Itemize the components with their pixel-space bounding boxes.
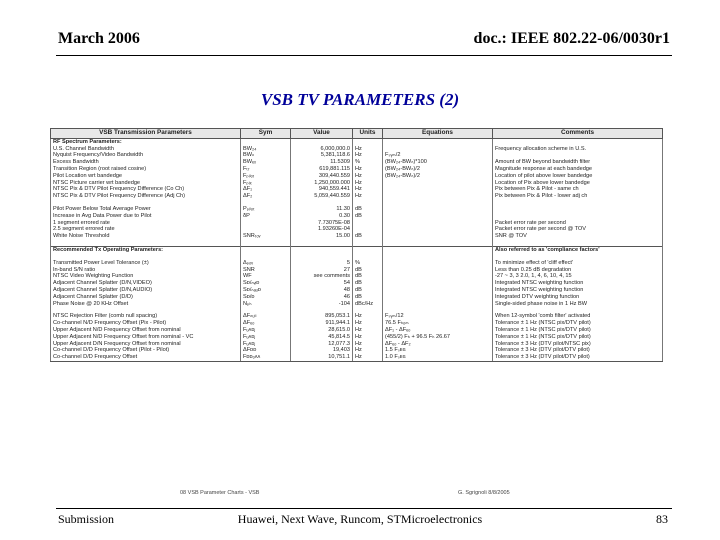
table-row <box>51 287 663 294</box>
table-cell <box>241 226 291 233</box>
table-cell: Pₚᵢₗₒₜ <box>241 206 291 213</box>
table-cell <box>353 226 383 233</box>
header-rule <box>56 55 672 56</box>
table-cell: Fᵤᴀᴅⱼ <box>241 334 291 341</box>
table-cell: 54 <box>291 280 353 287</box>
table-cell: NTSC Rejection Filter (comb null spacing) <box>51 313 241 320</box>
table-cell: Location of pilot above lower bandedge <box>493 173 663 180</box>
table-cell: Phase Noise @ 20 KHz Offset <box>51 301 241 308</box>
table-cell: Upper Adjacent N/D Frequency Offset from nominal <box>51 327 241 334</box>
table-cell: Fₚᵢₓ <box>241 180 291 187</box>
table-cell: Adjacent Channel Splatter (D/D) <box>51 294 241 301</box>
table-row <box>51 280 663 287</box>
table-cell: Tolerance ± 3 Hz (DTV pilot/DTV pilot) <box>493 354 663 361</box>
column-header: VSB Transmission Parameters <box>51 129 241 139</box>
table-cell: Hz <box>353 327 383 334</box>
table-cell: Location of Pix above lower bandedge <box>493 180 663 187</box>
table-cell <box>383 213 493 220</box>
table-row <box>51 354 663 361</box>
header-doc-id: doc.: IEEE 802.22-06/0030r1 <box>473 30 670 47</box>
table-row <box>51 220 663 227</box>
table-cell: Less than 0.25 dB degradation <box>493 267 663 274</box>
table-cell: ΔF₂ <box>241 193 291 200</box>
table-cell <box>383 233 493 240</box>
table-cell: % <box>353 260 383 267</box>
table-cell: Hz <box>353 152 383 159</box>
table-cell: dB <box>353 287 383 294</box>
table-cell: Magnitude response at each bandedge <box>493 166 663 173</box>
table-cell: SNRₜₒᵥ <box>241 233 291 240</box>
column-header: Value <box>291 129 353 139</box>
table-cell: Hz <box>353 193 383 200</box>
table-cell <box>383 287 493 294</box>
table-cell: 28,615.0 <box>291 327 353 334</box>
table-cell: Sᴅ/ₙₐᵤᴅ <box>241 287 291 294</box>
table-cell <box>383 280 493 287</box>
scanned-parameter-table <box>50 128 678 496</box>
table-cell: 15.00 <box>291 233 353 240</box>
slide-title: VSB TV PARAMETERS (2) <box>260 90 460 109</box>
table-cell: 10,751.1 <box>291 354 353 361</box>
table-cell: 11.5309 <box>291 159 353 166</box>
table-row <box>51 313 663 320</box>
table-cell: dB <box>353 294 383 301</box>
table-cell: Tolerance ± 3 Hz (DTV pilot/NTSC pix) <box>493 341 663 348</box>
table-cell: BW₂₄ <box>241 146 291 153</box>
footer-rule <box>56 508 672 509</box>
table-cell: Hz <box>353 180 383 187</box>
scan-footer-author: G. Sgrignoli 8/8/2005 <box>458 490 510 496</box>
table-cell: BWₑₓ <box>241 159 291 166</box>
table-cell: Fₚᵢₗₒₜ <box>241 173 291 180</box>
table-header-row <box>51 129 663 139</box>
table-cell <box>241 220 291 227</box>
table-cell <box>383 146 493 153</box>
table-cell: dB <box>353 213 383 220</box>
table-cell <box>383 193 493 200</box>
table-cell: Amount of BW beyond bandwidth filter <box>493 159 663 166</box>
table-cell: Recommended Tx Operating Parameters: <box>51 246 241 253</box>
table-cell: Pilot Power Below Total Average Power <box>51 206 241 213</box>
table-cell: Hz <box>353 313 383 320</box>
table-cell: ΔF₁ <box>241 186 291 193</box>
table-cell: Pix between Pix & Pilot - lower adj ch <box>493 193 663 200</box>
table-row <box>51 173 663 180</box>
table-cell: Upper Adjacent D/N Frequency Offset from nominal <box>51 341 241 348</box>
table-cell: Hz <box>353 173 383 180</box>
table-cell: Co-channel D/D Frequency Offset <box>51 354 241 361</box>
table-cell: Integrated NTSC weighting function <box>493 287 663 294</box>
table-cell: Fₛᵧₘ/12 <box>383 313 493 320</box>
table-cell: (BW₂₄-BWₙ)/2 <box>383 166 493 173</box>
table-cell: U.S. Channel Bandwidth <box>51 146 241 153</box>
table-cell: (BW₂₄-BWₙ)/2 <box>383 173 493 180</box>
table-cell: Hz <box>353 341 383 348</box>
table-cell: White Noise Threshold <box>51 233 241 240</box>
table-row <box>51 213 663 220</box>
table-cell: dB <box>353 233 383 240</box>
table-cell <box>241 138 291 145</box>
table-row <box>51 246 663 253</box>
table-cell <box>493 138 663 145</box>
footer-page-number: 83 <box>656 512 668 526</box>
table-cell: δP <box>241 213 291 220</box>
table-row <box>51 273 663 280</box>
table-cell: see comments <box>291 273 353 280</box>
table-row <box>51 138 663 145</box>
table-cell: 76.5 Fₕₒₘ <box>383 320 493 327</box>
table-cell: ΔFₑₒ <box>241 320 291 327</box>
table-cell: 619,881.115 <box>291 166 353 173</box>
table-cell: 27 <box>291 267 353 274</box>
table-cell: Transmitted Power Level Tolerance (±) <box>51 260 241 267</box>
table-cell <box>291 246 353 253</box>
table-cell: NTSC Pix & DTV Pilot Frequency Difference (Adj Ch) <box>51 193 241 200</box>
table-row <box>51 347 663 354</box>
table-cell: Pilot Location wrt bandedge <box>51 173 241 180</box>
column-header: Comments <box>493 129 663 139</box>
table-cell: 1,250,000.000 <box>291 180 353 187</box>
table-cell: dBc/Hz <box>353 301 383 308</box>
table-cell: Excess Bandwidth <box>51 159 241 166</box>
table-cell: NTSC Picture carrier wrt bandedge <box>51 180 241 187</box>
table-cell: 0.30 <box>291 213 353 220</box>
table-cell: Tolerance ± 3 Hz (DTV pilot/DTV pilot) <box>493 347 663 354</box>
table-cell: Fᵤᴀᴅⱼ <box>241 327 291 334</box>
table-cell: 19,403 <box>291 347 353 354</box>
table-cell <box>493 213 663 220</box>
table-cell <box>353 138 383 145</box>
table-cell: SNR @ TOV <box>493 233 663 240</box>
table-cell: 911,944.1 <box>291 320 353 327</box>
table-cell: Sᴅ/ᴅ <box>241 294 291 301</box>
table-cell: Fₜᵣ <box>241 166 291 173</box>
table-row <box>51 294 663 301</box>
table-row <box>51 334 663 341</box>
table-row <box>51 226 663 233</box>
table-row <box>51 267 663 274</box>
table-cell: Hz <box>353 354 383 361</box>
table-cell: % <box>353 159 383 166</box>
table-cell: Single-sided phase noise in 1 Hz BW <box>493 301 663 308</box>
table-cell: Tolerance ± 1 Hz (NTSC pix/DTV pilot) <box>493 320 663 327</box>
table-cell: Co-channel D/D Frequency Offset (Pilot - Pilot) <box>51 347 241 354</box>
table-row <box>51 146 663 153</box>
table-cell: 5,059,440.559 <box>291 193 353 200</box>
table-cell <box>383 294 493 301</box>
table-cell: SNR <box>241 267 291 274</box>
table-cell: 11.30 <box>291 206 353 213</box>
table-cell <box>383 226 493 233</box>
table-cell: Hz <box>353 320 383 327</box>
table-cell <box>353 220 383 227</box>
table-cell: Hz <box>353 146 383 153</box>
table-cell: BWₙ <box>241 152 291 159</box>
table-cell: To minimize effect of 'cliff effect' <box>493 260 663 267</box>
table-cell: ΔFᴅᴅ <box>241 347 291 354</box>
table-cell: Pix between Pix & Pilot - same ch <box>493 186 663 193</box>
table-cell <box>383 246 493 253</box>
table-cell: RF Spectrum Parameters: <box>51 138 241 145</box>
vsb-parameter-table <box>50 128 663 362</box>
table-cell <box>383 273 493 280</box>
table-cell: Adjacent Channel Splatter (D/N,VIDEO) <box>51 280 241 287</box>
scan-footer-source: 08 VSB Parameter Charts - VSB <box>180 490 260 496</box>
table-row <box>51 341 663 348</box>
table-cell <box>493 206 663 213</box>
table-cell: 5,381,118.6 <box>291 152 353 159</box>
table-cell: Frequency allocation scheme in U.S. <box>493 146 663 153</box>
table-cell: -27 ~ 3, 3 2.0, 1, 4, 6, 10, 4, 15 <box>493 273 663 280</box>
table-cell: 1.5 Fₛᴇɢ <box>383 347 493 354</box>
table-cell: Sᴅ/ₙᵥᵢᴅ <box>241 280 291 287</box>
table-cell: Hz <box>353 166 383 173</box>
table-cell <box>383 138 493 145</box>
table-cell: Integrated NTSC weighting function <box>493 280 663 287</box>
table-cell <box>383 206 493 213</box>
column-header: Sym <box>241 129 291 139</box>
table-cell: 309,440.559 <box>291 173 353 180</box>
footer-authors: Huawei, Next Wave, Runcom, STMicroelectronics <box>237 512 483 526</box>
table-cell: Packet error rate per second <box>493 220 663 227</box>
table-cell: ΔF₁ - ΔFₑₒ <box>383 327 493 334</box>
table-row <box>51 166 663 173</box>
table-row <box>51 152 663 159</box>
table-cell <box>383 301 493 308</box>
table-cell: Packet error rate per second @ TOV <box>493 226 663 233</box>
table-cell: -104 <box>291 301 353 308</box>
table-cell: 2.5 segment errored rate <box>51 226 241 233</box>
table-cell: 46 <box>291 294 353 301</box>
table-cell: Adjacent Channel Splatter (D/N,AUDIO) <box>51 287 241 294</box>
table-cell: Fᴅᴅₒᴀᴀ <box>241 354 291 361</box>
table-cell: 45,814.5 <box>291 334 353 341</box>
table-cell: Nyquist Frequency/Video Bandwidth <box>51 152 241 159</box>
table-cell: Upper Adjacent N/D Frequency Offset from nominal - VC <box>51 334 241 341</box>
table-row <box>51 186 663 193</box>
table-cell: Hz <box>353 334 383 341</box>
table-row <box>51 320 663 327</box>
table-cell: 895,053.1 <box>291 313 353 320</box>
table-cell: (455/2) Fₕ + 96.5 Fₕ 26.67 <box>383 334 493 341</box>
table-cell: 6,000,000.0 <box>291 146 353 153</box>
table-cell: Transition Region (root raised cosine) <box>51 166 241 173</box>
table-cell: Hz <box>353 186 383 193</box>
table-cell: 12,077.3 <box>291 341 353 348</box>
table-cell: Hz <box>353 347 383 354</box>
table-cell: WF <box>241 273 291 280</box>
table-row <box>51 327 663 334</box>
table-cell: 48 <box>291 287 353 294</box>
table-cell: Δₚₒᵥ <box>241 260 291 267</box>
table-cell: When 12-symbol 'comb filter' activated <box>493 313 663 320</box>
table-body <box>51 138 663 361</box>
table-cell: Integrated DTV weighting function <box>493 294 663 301</box>
table-cell: 1 segment errored rate <box>51 220 241 227</box>
table-cell: Increase in Avg Data Power due to Pilot <box>51 213 241 220</box>
table-cell: ΔFₙᵤₗₗ <box>241 313 291 320</box>
table-cell <box>353 246 383 253</box>
table-cell: 1.93260E-04 <box>291 226 353 233</box>
table-cell <box>383 267 493 274</box>
table-cell <box>383 186 493 193</box>
table-cell: (BW₂₄-BWₙ)*100 <box>383 159 493 166</box>
footer-submission: Submission <box>58 512 115 526</box>
table-cell: ΔFₑₒ - ΔF₂ <box>383 341 493 348</box>
table-cell: Fᵤᴀᴅⱼ <box>241 341 291 348</box>
table-row <box>51 180 663 187</box>
table-row <box>51 159 663 166</box>
table-cell: 1.0 Fₛᴇɢ <box>383 354 493 361</box>
column-header: Equations <box>383 129 493 139</box>
table-cell: dB <box>353 280 383 287</box>
header-date: March 2006 <box>58 30 140 47</box>
table-cell <box>493 152 663 159</box>
table-cell: 940,559.441 <box>291 186 353 193</box>
table-cell: dB <box>353 206 383 213</box>
table-cell: 7.73075E-08 <box>291 220 353 227</box>
table-cell: dB <box>353 267 383 274</box>
table-row <box>51 233 663 240</box>
table-cell <box>383 180 493 187</box>
table-cell: Fₛᵧₘ/2 <box>383 152 493 159</box>
table-cell: Tolerance ± 1 Hz (NTSC pix/DTV pilot) <box>493 327 663 334</box>
table-row <box>51 260 663 267</box>
table-cell: In-band S/N ratio <box>51 267 241 274</box>
table-cell: Also referred to as 'compliance factors' <box>493 246 663 253</box>
table-cell <box>383 260 493 267</box>
table-row <box>51 301 663 308</box>
table-cell <box>291 138 353 145</box>
table-row <box>51 193 663 200</box>
column-header: Units <box>353 129 383 139</box>
table-cell: 5 <box>291 260 353 267</box>
table-cell <box>241 246 291 253</box>
table-cell: NTSC Video Weighting Function <box>51 273 241 280</box>
table-cell <box>383 220 493 227</box>
table-cell: Tolerance ± 1 Hz (NTSC pix/DTV pilot) <box>493 334 663 341</box>
table-cell: NTSC Pix & DTV Pilot Frequency Difference (Co Ch) <box>51 186 241 193</box>
table-cell: Nₚₕ <box>241 301 291 308</box>
table-cell: Co-channel N/D Frequency Offset (Pix - Pilot) <box>51 320 241 327</box>
table-cell: dB <box>353 273 383 280</box>
table-row <box>51 206 663 213</box>
